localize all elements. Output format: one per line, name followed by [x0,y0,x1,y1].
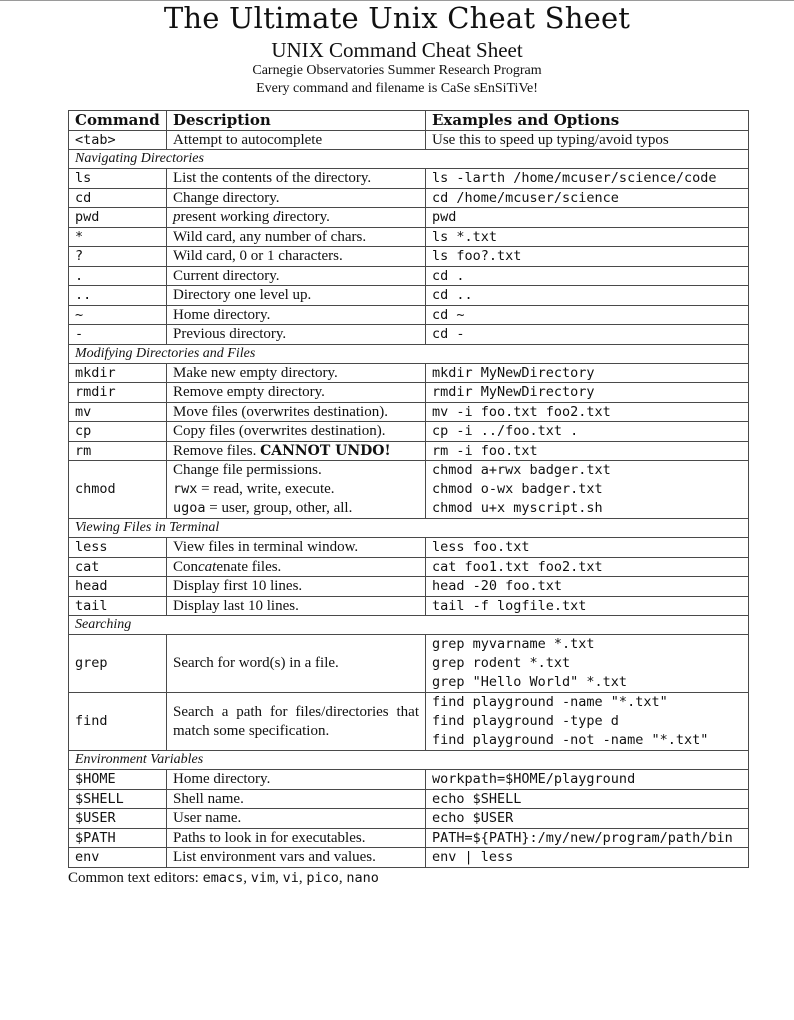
description-cell [167,693,426,751]
command-cell: mv [69,402,167,422]
command-cell: cat [69,557,167,577]
example-cell: cd .. [426,286,749,306]
section-row [69,150,749,169]
command-cell: pwd [69,208,167,228]
table-row [69,809,749,829]
description-text: Shell name. [173,790,244,807]
cheat-sheet-table [68,110,749,868]
example-cell: ls foo?.txt [426,247,749,267]
description-part: irectory. [280,209,330,226]
example-line: find playground -name "*.txt" [432,694,668,710]
editor-name: pico [306,870,339,886]
example-cell: env | less [426,848,749,868]
command-cell: head [69,577,167,597]
description-text: List environment vars and values. [173,849,376,866]
description-part: p [173,209,181,226]
description-text: Previous directory. [173,326,287,343]
footer-editors [68,870,379,887]
example-line: chmod o-wx badger.txt [432,481,603,497]
command-cell: ls [69,169,167,189]
command-cell: . [69,266,167,286]
command-cell: cd [69,188,167,208]
description-line [173,499,419,518]
command-cell: find [69,693,167,751]
description-text: View files in terminal window. [173,539,359,556]
command-cell: $HOME [69,770,167,790]
description-text: Move files (overwrites destination). [173,403,388,420]
table-row [69,635,749,693]
case-sensitivity-note: Every command and filename is CaSe sEnSiTiVe! [256,81,538,96]
editor-name: nano [346,870,379,886]
example-line: chmod a+rwx badger.txt [432,462,611,478]
table-header-row [69,111,749,131]
top-rule [0,0,794,1]
command-cell: chmod [69,461,167,519]
example-cell: mv -i foo.txt foo2.txt [426,402,749,422]
table-row [69,208,749,228]
footer-label: Common text editors: [68,870,199,886]
description-text: = read, write, execute. [197,481,335,497]
command-cell: tail [69,596,167,616]
example-cell: head -20 foo.txt [426,577,749,597]
example-line: grep myvarname *.txt [432,636,595,652]
table-row [69,266,749,286]
command-cell: ~ [69,305,167,325]
description-text: Remove files. [173,442,257,459]
table-row [69,286,749,306]
description-cell [167,325,426,345]
example-cell: cp -i ../foo.txt . [426,422,749,442]
example-cell: PATH=${PATH}:/my/new/program/path/bin [426,828,749,848]
command-cell: - [69,325,167,345]
page-title: The Ultimate Unix Cheat Sheet [163,1,631,35]
description-text: Make new empty directory. [173,364,338,381]
description-text: Display last 10 lines. [173,597,299,614]
description-cell [167,809,426,829]
table-row [69,247,749,267]
example-cell [426,461,749,519]
example-cell: cd - [426,325,749,345]
example-cell: workpath=$HOME/playground [426,770,749,790]
table-row [69,325,749,345]
table-row [69,828,749,848]
example-cell [426,635,749,693]
description-cell [167,557,426,577]
description-cell [167,577,426,597]
description-text: Search a path for files/directories that match some specification. [173,703,419,739]
example-cell: echo $USER [426,809,749,829]
description-cell [167,422,426,442]
editor-name: vim [250,870,276,886]
description-text: User name. [173,810,242,827]
header-command: Command [69,111,167,131]
description-text: Display first 10 lines. [173,578,303,595]
table-row [69,596,749,616]
description-cell [167,441,426,461]
section-title: Viewing Files in Terminal [69,519,749,538]
command-cell: rm [69,441,167,461]
example-cell: ls *.txt [426,227,749,247]
command-cell: env [69,848,167,868]
table-row [69,789,749,809]
description-cell [167,402,426,422]
description-code: ugoa [173,500,206,516]
table-row [69,305,749,325]
command-cell: grep [69,635,167,693]
command-cell: ? [69,247,167,267]
table-row [69,538,749,558]
example-cell: rm -i foo.txt [426,441,749,461]
description-part: resent [180,209,221,226]
table-body [69,130,749,867]
description-code: rwx [173,481,198,497]
section-row [69,751,749,770]
table-row [69,848,749,868]
header [0,0,794,98]
description-cell [167,538,426,558]
section-title: Navigating Directories [69,150,749,169]
description-cell [167,208,426,228]
example-cell: Use this to speed up typing/avoid typos [426,130,749,150]
table-row [69,188,749,208]
description-cell [167,363,426,383]
section-title: Searching [69,616,749,635]
table-row [69,130,749,150]
table-row [69,461,749,519]
description-part: Con [173,558,199,575]
description-text: Search for word(s) in a file. [173,655,339,671]
section-row [69,519,749,538]
description-cell [167,305,426,325]
example-line: find playground -type d [432,713,619,729]
table-row [69,402,749,422]
description-part: cat [198,558,217,575]
header-description: Description [167,111,426,131]
description-cell [167,247,426,267]
table-row [69,693,749,751]
command-cell: .. [69,286,167,306]
example-cell [426,693,749,751]
description-line [173,480,419,499]
description-text: Directory one level up. [173,287,312,304]
table-row [69,169,749,189]
description-text: List the contents of the directory. [173,170,372,187]
description-cell [167,461,426,519]
editor-list: emacs, vim, vi, pico, nano [202,870,379,886]
description-text: Change directory. [173,189,280,206]
description-cell [167,770,426,790]
description-part: enate files. [216,558,282,575]
table-row [69,577,749,597]
description-part: orking [230,209,274,226]
table-row [69,441,749,461]
section-row [69,344,749,363]
description-line [173,461,419,480]
command-cell: * [69,227,167,247]
table-row [69,770,749,790]
table-row [69,422,749,442]
description-cell [167,169,426,189]
table-row [69,363,749,383]
page-subtitle: UNIX Command Cheat Sheet [271,38,523,62]
description-text: Home directory. [173,771,271,788]
description-cell [167,596,426,616]
example-cell: pwd [426,208,749,228]
example-cell: less foo.txt [426,538,749,558]
command-cell: mkdir [69,363,167,383]
example-cell: cd /home/mcuser/science [426,188,749,208]
header-examples: Examples and Options [426,111,749,131]
example-line: grep "Hello World" *.txt [432,674,628,690]
description-cell [167,286,426,306]
description-cell [167,227,426,247]
description-text: Remove empty directory. [173,384,325,401]
example-cell: mkdir MyNewDirectory [426,363,749,383]
example-cell: cd ~ [426,305,749,325]
example-cell: cd . [426,266,749,286]
description-text: Wild card, 0 or 1 characters. [173,248,343,265]
section-row [69,616,749,635]
command-cell: $SHELL [69,789,167,809]
table-row [69,557,749,577]
description-cell [167,266,426,286]
section-title: Modifying Directories and Files [69,344,749,363]
description-cell [167,635,426,693]
editor-name: vi [282,870,299,886]
description-part: d [273,209,281,226]
description-text: Copy files (overwrites destination). [173,423,386,440]
editor-name: emacs [202,870,244,886]
program-name: Carnegie Observatories Summer Research Program [252,63,542,78]
warning-text: CANNOT UNDO! [260,442,391,459]
example-cell: rmdir MyNewDirectory [426,383,749,403]
description-text: Attempt to autocomplete [173,131,323,148]
description-cell [167,828,426,848]
description-text: Current directory. [173,267,280,284]
example-cell: cat foo1.txt foo2.txt [426,557,749,577]
example-cell: ls -larth /home/mcuser/science/code [426,169,749,189]
command-cell: $USER [69,809,167,829]
description-part: w [220,209,231,226]
description-cell [167,383,426,403]
command-cell: <tab> [69,130,167,150]
example-line: grep rodent *.txt [432,655,571,671]
command-cell: less [69,538,167,558]
description-cell [167,789,426,809]
command-cell: $PATH [69,828,167,848]
example-line: find playground -not -name "*.txt" [432,732,709,748]
table-row [69,383,749,403]
description-text: Change file permissions. [173,462,322,478]
example-cell: tail -f logfile.txt [426,596,749,616]
command-cell: rmdir [69,383,167,403]
description-text: Paths to look in for executables. [173,829,366,846]
example-line: chmod u+x myscript.sh [432,500,603,516]
description-text: Home directory. [173,306,271,323]
description-text: Wild card, any number of chars. [173,228,367,245]
description-cell [167,130,426,150]
description-cell [167,848,426,868]
description-text: = user, group, other, all. [205,500,353,516]
description-cell [167,188,426,208]
example-cell: echo $SHELL [426,789,749,809]
command-cell: cp [69,422,167,442]
section-title: Environment Variables [69,751,749,770]
table-row [69,227,749,247]
